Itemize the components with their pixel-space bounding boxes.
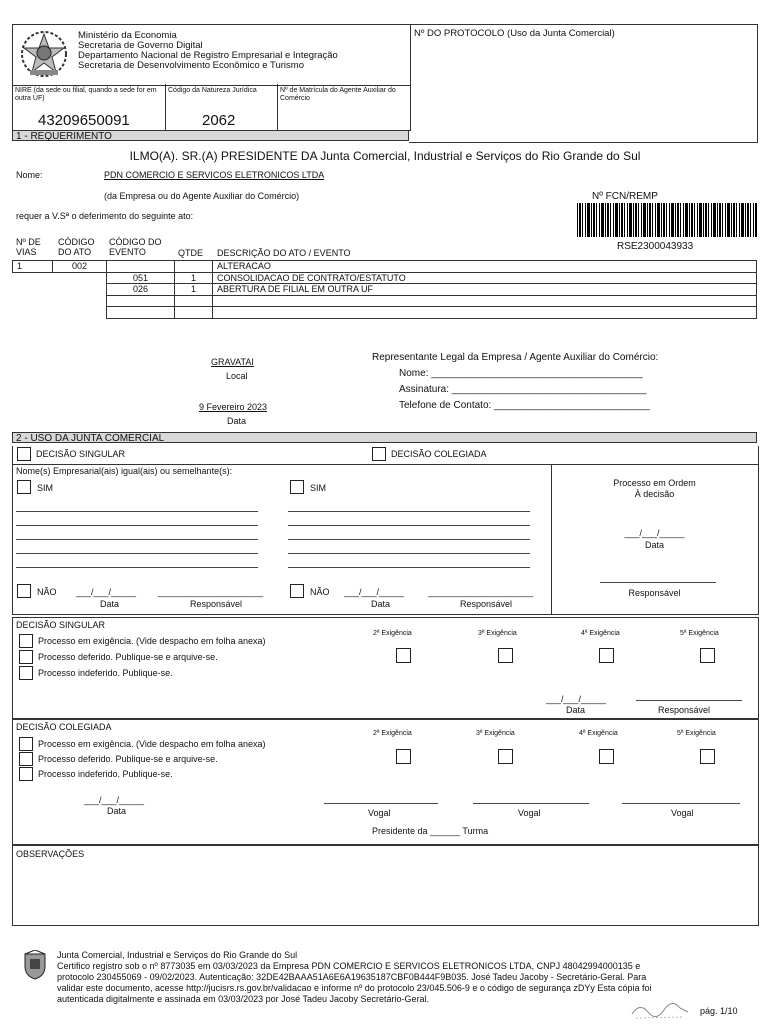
name-hint: (da Empresa ou do Agente Auxiliar do Comércio) xyxy=(104,191,300,201)
cell-vias: 1 xyxy=(13,261,53,273)
cell-desc: ALTERACAO xyxy=(213,261,757,273)
exig5-checkbox[interactable] xyxy=(700,648,715,663)
date-value: 9 Fevereiro 2023 xyxy=(199,402,268,412)
nire-value: 43209650091 xyxy=(38,112,130,129)
name-line[interactable] xyxy=(288,525,530,526)
name-label: Nome: xyxy=(16,170,43,180)
sim-checkbox-2[interactable] xyxy=(290,480,304,494)
local-label: Local xyxy=(226,371,248,381)
vogal-label: Vogal xyxy=(671,808,694,818)
ministry-text: Ministério da Economia xyxy=(78,30,177,41)
salutation: ILMO(A). SR.(A) PRESIDENTE DA Junta Comercial, Industrial e Serviços do Rio Grande do Sul xyxy=(129,149,641,163)
table-row xyxy=(13,272,757,284)
responsavel-line[interactable] xyxy=(600,582,716,583)
cell-qtde: 1 xyxy=(175,272,213,284)
cell-evento: 026 xyxy=(107,284,175,296)
exig5-label: 5ª Exigência xyxy=(680,630,719,637)
responsavel-label: Responsável xyxy=(658,705,711,715)
name-line[interactable] xyxy=(16,539,258,540)
sim-label-2: SIM xyxy=(310,483,327,493)
exigencia-checkbox[interactable] xyxy=(19,737,33,751)
exig3-checkbox[interactable] xyxy=(498,749,513,764)
data-label: Data xyxy=(107,806,127,816)
cell-evento xyxy=(107,307,175,319)
cell-desc: CONSOLIDACAO DE CONTRATO/ESTATUTO xyxy=(213,272,757,284)
exig5-checkbox[interactable] xyxy=(700,749,715,764)
vogal-line[interactable] xyxy=(324,803,438,804)
footer-line5: autenticada digitalmente e assinada em 03/03/2023 por José Tadeu Jacoby Secretário-Geral. xyxy=(57,994,430,1004)
date-blank[interactable]: ___/___/_____ xyxy=(84,795,145,805)
resp-blank[interactable]: _____________________ xyxy=(158,587,264,597)
deferido-checkbox[interactable] xyxy=(19,650,33,664)
responsavel-label: Responsável xyxy=(190,599,243,609)
name-line[interactable] xyxy=(288,567,530,568)
request-text: requer a V.Sª o deferimento do seguinte ato: xyxy=(16,211,194,221)
company-name: PDN COMERCIO E SERVICOS ELETRONICOS LTDA xyxy=(104,170,325,180)
rep-phone-field[interactable]: Telefone de Contato: ____________________________ xyxy=(399,400,650,411)
coat-of-arms-icon xyxy=(18,28,70,80)
table-row xyxy=(13,307,757,319)
cell-evento xyxy=(107,295,175,307)
sim-label-1: SIM xyxy=(37,483,54,493)
page-number: pág. 1/10 xyxy=(700,1006,738,1016)
fcn-label: Nº FCN/REMP xyxy=(592,191,658,202)
cell-qtde xyxy=(175,261,213,273)
col-descricao: DESCRIÇÃO DO ATO / EVENTO xyxy=(217,248,351,258)
cell-vias xyxy=(13,272,53,284)
sim-checkbox-1[interactable] xyxy=(17,480,31,494)
col-vias: Nº DE VIAS xyxy=(16,237,41,257)
protocol-frame xyxy=(409,24,758,143)
data-label: Data xyxy=(371,599,391,609)
table-row xyxy=(13,295,757,307)
nao-label-1: NÃO xyxy=(37,587,57,597)
col-cod-ato: CÓDIGO DO ATO xyxy=(58,237,95,257)
exig4-checkbox[interactable] xyxy=(599,648,614,663)
cell-qtde xyxy=(175,307,213,319)
cell-ato xyxy=(53,284,107,296)
cell-ato xyxy=(53,272,107,284)
cell-ato xyxy=(53,307,107,319)
barcode xyxy=(577,203,757,237)
processo-ordem: Processo em Ordem xyxy=(613,478,696,488)
cell-desc xyxy=(213,295,757,307)
deferido-checkbox[interactable] xyxy=(19,752,33,766)
exig2-checkbox[interactable] xyxy=(396,749,411,764)
presidente-label: Presidente da ______ Turma xyxy=(372,826,489,836)
opt-indeferido: Processo indeferido. Publique-se. xyxy=(38,668,173,678)
decisao-colegiada-checkbox[interactable] xyxy=(372,447,386,461)
natureza-label: Código da Natureza Jurídica xyxy=(168,87,257,94)
date-label: Data xyxy=(227,416,247,426)
rep-name-field[interactable]: Nome: ______________________________________ xyxy=(399,368,643,379)
date-blank[interactable]: ___/___/_____ xyxy=(344,587,405,597)
nire-label: NIRE (da sede ou filial, quando a sede for em outra UF) xyxy=(15,87,157,102)
rep-title: Representante Legal da Empresa / Agente Auxiliar do Comércio: xyxy=(372,352,659,363)
resp-blank[interactable]: _____________________ xyxy=(428,587,534,597)
observacoes-label: OBSERVAÇÕES xyxy=(16,849,85,859)
data-label: Data xyxy=(100,599,120,609)
footer-line3: protocolo 230455069 - 09/02/2023. Autenticação: 32DE42BAAA51A6E6A19635187CBF0B444F9B035. José Tadeu Jacoby - Secretário-Geral. Para xyxy=(57,972,647,982)
secretariat-text: Secretaria de Governo Digital xyxy=(78,40,203,51)
name-line[interactable] xyxy=(16,553,258,554)
nao-label-2: NÃO xyxy=(310,587,330,597)
cell-vias xyxy=(13,307,53,319)
exig2-label: 2ª Exigência xyxy=(373,630,412,637)
name-line[interactable] xyxy=(16,567,258,568)
matricula-label: Nº de Matrícula do Agente Auxiliar do Comércio xyxy=(280,87,396,102)
name-line[interactable] xyxy=(16,525,258,526)
data-label: Data xyxy=(566,705,586,715)
a-decisao: À decisão xyxy=(634,489,675,499)
vogal-line[interactable] xyxy=(473,803,589,804)
rep-signature-field[interactable]: Assinatura: ___________________________________ xyxy=(399,384,647,395)
local-value: GRAVATAI xyxy=(211,357,254,367)
name-line[interactable] xyxy=(16,511,258,512)
vogal-label: Vogal xyxy=(368,808,391,818)
opt-indeferido: Processo indeferido. Publique-se. xyxy=(38,769,173,779)
responsavel-label: Responsável xyxy=(628,588,681,598)
responsavel-line[interactable] xyxy=(636,700,742,701)
cell-qtde xyxy=(175,295,213,307)
decisao-singular-title: DECISÃO SINGULAR xyxy=(16,620,106,630)
decisao-singular-label: DECISÃO SINGULAR xyxy=(36,449,126,459)
section1-title: 1 - REQUERIMENTO xyxy=(12,130,409,141)
col-cod-evento: CÓDIGO DO EVENTO xyxy=(109,237,162,257)
opt-exigencia: Processo em exigência. (Vide despacho em folha anexa) xyxy=(38,636,266,646)
divider xyxy=(165,84,166,130)
decisao-colegiada-label: DECISÃO COLEGIADA xyxy=(391,449,487,459)
signature-scribble-icon xyxy=(630,1000,690,1020)
indeferido-checkbox[interactable] xyxy=(19,767,33,781)
col-qtde: QTDE xyxy=(178,248,204,258)
footer-line2: Certifico registro sob o nº 8773035 em 03/03/2023 da Empresa PDN COMERCIO E SERVICOS ELETRONICOS LTDA, CNPJ 48042994000135 e xyxy=(57,961,641,971)
exig5-label: 5ª Exigência xyxy=(677,730,716,737)
exig3-label: 3ª Exigência xyxy=(478,630,517,637)
date-blank[interactable]: ___/___/_____ xyxy=(546,694,607,704)
name-line[interactable] xyxy=(288,553,530,554)
exig2-label: 2ª Exigência xyxy=(373,730,412,737)
name-line[interactable] xyxy=(288,539,530,540)
date-blank[interactable]: ___/___/_____ xyxy=(76,587,137,597)
cell-evento xyxy=(107,261,175,273)
exig2-checkbox[interactable] xyxy=(396,648,411,663)
section2-title: 2 - USO DA JUNTA COMERCIAL xyxy=(12,432,757,443)
decisao-colegiada-title: DECISÃO COLEGIADA xyxy=(16,722,112,732)
vogal-label: Vogal xyxy=(518,808,541,818)
exig4-label: 4ª Exigência xyxy=(581,630,620,637)
protocol-label: Nº DO PROTOCOLO (Uso da Junta Comercial) xyxy=(414,28,615,39)
names-label: Nome(s) Empresarial(ais) igual(ais) ou semelhante(s): xyxy=(16,466,233,476)
exig3-checkbox[interactable] xyxy=(498,648,513,663)
acts-table xyxy=(12,260,757,319)
footer-line4: validar este documento, acesse http://jucisrs.rs.gov.br/validacao e informe nº do protocolo 23/045.506-9 e o código de segurança zDYy Esta cópia foi xyxy=(57,983,652,993)
opt-exigencia: Processo em exigência. (Vide despacho em folha anexa) xyxy=(38,739,266,749)
jucis-emblem-icon xyxy=(22,950,48,980)
fcn-value: RSE2300043933 xyxy=(617,241,694,252)
divider xyxy=(277,84,278,130)
exig4-checkbox[interactable] xyxy=(599,749,614,764)
opt-deferido: Processo deferido. Publique-se e arquive-se. xyxy=(38,754,218,764)
observacoes-box[interactable] xyxy=(12,845,759,926)
name-line[interactable] xyxy=(288,511,530,512)
responsavel-label: Responsável xyxy=(460,599,513,609)
department-text: Departamento Nacional de Registro Empresarial e Integração xyxy=(78,50,338,61)
cell-vias xyxy=(13,295,53,307)
footer-line1: Junta Comercial, Industrial e Serviços do Rio Grande do Sul xyxy=(57,950,298,960)
nao-checkbox-1[interactable] xyxy=(17,584,31,598)
data-label: Data xyxy=(644,540,664,550)
exig3-label: 3ª Exigência xyxy=(476,730,515,737)
exig4-label: 4ª Exigência xyxy=(579,730,618,737)
date-blank[interactable]: ___/___/_____ xyxy=(624,528,685,538)
cell-desc: ABERTURA DE FILIAL EM OUTRA UF xyxy=(213,284,757,296)
decisao-singular-checkbox[interactable] xyxy=(17,447,31,461)
cell-ato: 002 xyxy=(53,261,107,273)
cell-qtde: 1 xyxy=(175,284,213,296)
exigencia-checkbox[interactable] xyxy=(19,634,33,648)
cell-desc xyxy=(213,307,757,319)
cell-evento: 051 xyxy=(107,272,175,284)
indeferido-checkbox[interactable] xyxy=(19,666,33,680)
opt-deferido: Processo deferido. Publique-se e arquive-se. xyxy=(38,652,218,662)
natureza-value: 2062 xyxy=(202,112,236,129)
table-row xyxy=(13,284,757,296)
table-row xyxy=(13,261,757,273)
cell-vias xyxy=(13,284,53,296)
vogal-line[interactable] xyxy=(622,803,740,804)
secretariat2-text: Secretaria de Desenvolvimento Econômico e Turismo xyxy=(78,60,304,71)
nao-checkbox-2[interactable] xyxy=(290,584,304,598)
cell-ato xyxy=(53,295,107,307)
